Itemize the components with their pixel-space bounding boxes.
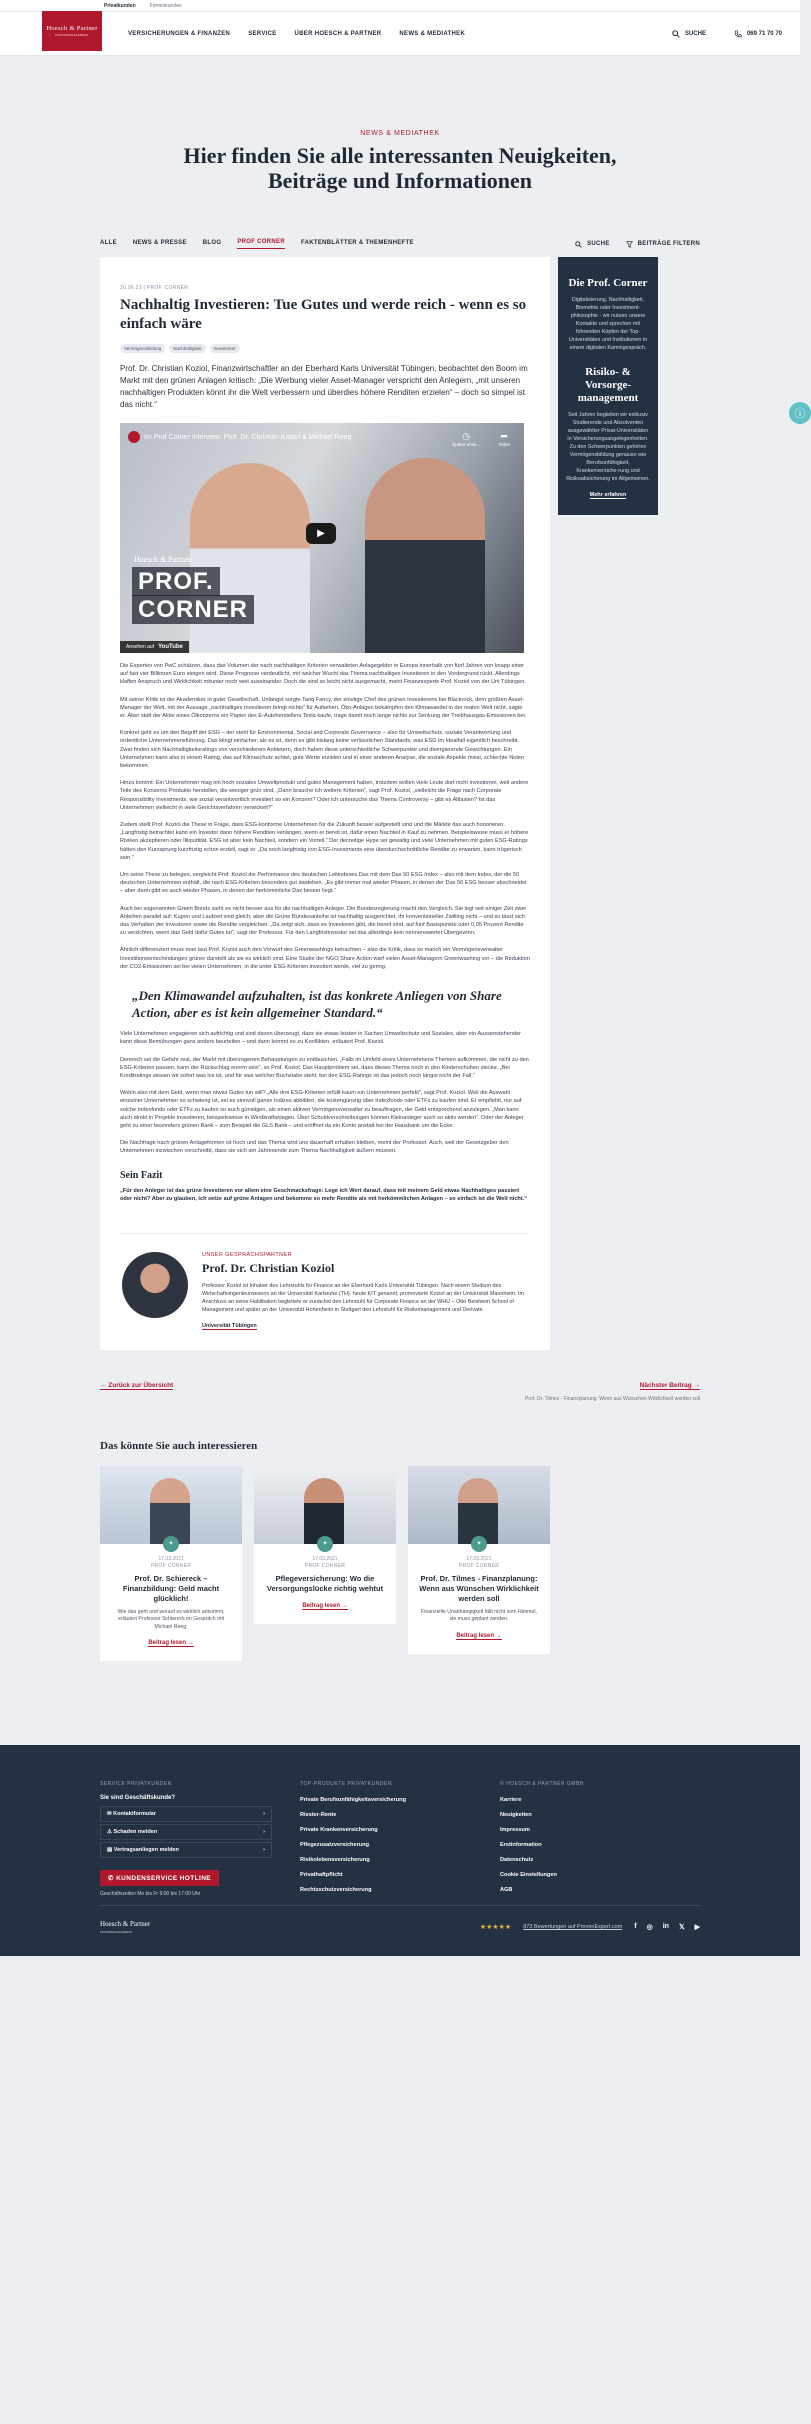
service-label: Vertragsanliegen melden — [113, 1847, 179, 1854]
conclusion-text: „Für den Anleger ist das grüne Investieren vor allem eine Geschmacksfrage: Lege ich Wert darauf, dass mit meinem Geld etwas Nachhaltiges passiert oder nicht? Aber zu glauben, ich setze auf grüne Anlagen und bekomme so mehr Rendite als mit herkömmlichen Anlagen – so einfach ist die Welt nicht.“ — [120, 1187, 528, 1202]
footer-bottom — [100, 1905, 700, 1934]
filter-posts-label: BEITRÄGE FILTERN — [637, 241, 700, 247]
card-title: Prof. Dr. Tilmes - Finanzplanung: Wenn aus Wünschen Wirklichkeit werden soll — [419, 1573, 539, 1603]
tab-firmenkunden[interactable]: Firmenkunden — [149, 2, 182, 9]
search-label: SUCHE — [684, 30, 706, 37]
rating-link[interactable]: 873 Bewertungen auf ProvenExpert.com — [523, 1924, 623, 1931]
video-player[interactable] — [120, 423, 524, 653]
footer-company-column — [500, 1781, 700, 1898]
footer-link[interactable]: Neuigkeiten — [500, 1812, 532, 1819]
sidebar-more-link[interactable]: Mehr erfahren — [589, 492, 627, 498]
watch-on-youtube[interactable] — [120, 641, 189, 653]
paragraph: Die Experten von PwC schätzen, dass das Volumen der nach nachhaltigen Kriterien verwalteten Anlagegelder in Europa innerhalb von fünf Jahren von knapp einer auf fast vier Billionen Euro steigen wird. Diese Prognose verdeutlicht, mit welcher Wucht das Thema nachhaltiges Investieren in den Vordergrund rückt. Allerdings klaffen Anspruch und Wirklichkeit mitunter noch weit auseinander. Doch die sind so leicht nicht ausgemacht, meint Finanzexperte Prof. Koziol von der Uni Tübingen. — [120, 663, 526, 686]
card-category: PROF CORNER — [150, 1562, 192, 1569]
article — [100, 257, 550, 1350]
youtube-logo: YouTube — [158, 644, 183, 650]
video-title-bar — [128, 431, 351, 443]
site-header — [0, 12, 800, 56]
footer-link[interactable]: AGB — [500, 1887, 513, 1894]
card-category: PROF CORNER — [458, 1562, 500, 1569]
expert-avatar — [122, 1252, 188, 1318]
paragraph: Auch bei sogenannten Green Bonds sieht es nicht besser aus für die nachhaltigen Anleger. Die Bundesregierung macht den Vergleich. Sie legt seit einiger Zeit zwei Anleihen parallel auf: Kupon und Laufzeit sind gleich, aber die Grüne Bundesanleihe ist nachhaltig ausgerichtet, ihr konventioneller Zwilling nicht – und so lässt sich das Verhalten der Investoren sowie die Rendite vergleichen. „Da zeigt sich, dass es Investoren gibt, die bereit sind, auf fünf Basispunkte oder 0,05 Prozent Rendite zu verzichten, wenn das Geld dafür Gutes tut“, sagt der Professor. Für den Langfristinvestor sei das allerdings kein nennenswerter Übergewinn. — [120, 905, 526, 937]
prof-corner-sidebar — [558, 257, 658, 515]
expert-bio: Professor Koziol ist Inhaber des Lehrstuhls für Finance an der Eberhard Karls Universität Tübingen. Nach einem Studium des Wirtschaftsingenieurwesens an der Universität Karlsruhe (TH), heute KIT genannt, promovierte Koziol an der Universität Mannheim. Im Anschluss an seine Habilitation begleitete er zunächst den Lehrstuhl für Corporate Finance an der WHU – Otto Beisheim School of Management und später an der Universität Hohenheim in Stuttgart den Lehrstuhl für Risikomanagement und Derivate. — [202, 1282, 524, 1313]
share-label: Teilen — [498, 442, 510, 447]
related-title: Das könnte Sie auch interessieren — [100, 1439, 258, 1452]
paragraph: Die Nachfrage nach grünen Anlageformen ist hoch und das Thema wird uns dauerhaft erhalten bleiben, meint der Professor. Auch, weil der Gesetzgeber den Unternehmen inzwischen vorschreibt, dass sie sich am Jahresende zum Thema Nachhaltigkeit äußern müssen. — [120, 1140, 509, 1155]
next-post-link[interactable]: Nächster Beitrag → — [639, 1381, 700, 1389]
prof-corner-icon: ✦ — [471, 1536, 487, 1552]
header-search-button[interactable] — [672, 30, 706, 38]
paragraph: Viele Unternehmen engagieren sich aufrichtig und sind davon überzeugt, dass sie etwas leisten in Sachen Umweltschutz und Soziales, aber ein Aussenstehender kann diese Bemühungen ganz anders beurteilen – und dann kommt es zu Konflikten, erläutert Prof. Koziol. — [120, 1031, 522, 1046]
footer-link[interactable]: Pflegezusatzversicherung — [300, 1842, 370, 1849]
footer-link[interactable]: Privathaftpflicht — [300, 1872, 343, 1879]
conclusion-heading: Sein Fazit — [120, 1169, 163, 1181]
main-content — [100, 257, 800, 1350]
footer-logo-text: Hoesch & Partner — [100, 1920, 151, 1929]
footer-link[interactable]: Datenschutz — [500, 1857, 534, 1864]
business-hours: Geschäftszeiten Mo bis Fr 9:00 bis 17:00 Uhr — [100, 1891, 201, 1898]
channel-avatar[interactable] — [128, 431, 140, 443]
back-to-overview-link[interactable]: ← Zurück zur Übersicht — [100, 1381, 174, 1389]
expert-name: Prof. Dr. Christian Koziol — [202, 1260, 335, 1275]
video-person-left — [190, 463, 310, 653]
related-card[interactable] — [100, 1466, 242, 1662]
related-posts — [100, 1440, 700, 1662]
prof-corner-icon: ✦ — [317, 1536, 333, 1552]
paragraph: Wohin also mit dem Geld, wenn man etwas Gutes tun will? „Alle drei ESG-Kriterien erfüllt kaum ein Unternehmen perfekt“, sagt Prof. Koziol. Weil die Auswahl einzelner Unternehmen so schwierig ist, sei es sinnvoll ganze Indizes abbilden, die kostengünstig über Indexfonds oder ETFs zu kaufen sind. Er empfiehlt, nur auf solche Indexfonds oder ETFs zu kaufen so auch günstigen, als einen aktiven Vermögensverwalter zu beauftragen, der Geld entsprechend anzulegen. „Man kann auch direkt in Projekte investieren, beispielsweise in Windkraftanlagen. Über Schuldverschreibungen können Kleinanleger auch so aktiv werden“. Oder der Anleger geht zu einer besonders grünen Bank – zum Beispiel die GLS Bank – und eröffnet da ein Konto anstatt bei der Hausbank um die Ecke. — [120, 1090, 524, 1129]
hotline-button[interactable] — [100, 1870, 219, 1886]
sidebar-title-risk: Risiko- & Vorsorge-management — [577, 366, 639, 404]
play-button[interactable] — [306, 523, 336, 544]
footer-col-title: © HOESCH & PARTNER GMBH — [500, 1781, 584, 1788]
tag[interactable]: Vermögensbildung — [120, 344, 165, 353]
filter-alle[interactable]: ALLE — [100, 239, 117, 246]
nav-ueber-uns[interactable]: ÜBER HOESCH & PARTNER — [294, 30, 382, 37]
sidebar-title-prof-corner: Die Prof. Corner — [568, 277, 648, 289]
rating-stars: ★★★★★ — [479, 1924, 512, 1932]
footer-link[interactable]: Erstinformation — [500, 1842, 542, 1849]
paragraph: Konkret geht es um den Begriff der ESG – der steht für Environmental, Social and Corporate Governance – also für Umweltschutz, soziale Verantwortung und ordentliche Unternehmensführung. Das klingt einfacher, als es ist, denn es gibt bislang keine verlässlichen Standards, was ESG im Idealfall eigentlich beschreibt. Zwar finden sich Nachhaltigkeitsratings von verschiedenen Anbietern, doch haben diese unterschiedliche Schwerpunkte und divergierende Gewichtungen. Ein Unternehmen kann also in einem Rating, das auf Klimaschutz achtet, gute Werte erzielen und in einer anderen Analyse, die soziale Aspekte misst, schlechte Noten bekommen. — [120, 730, 525, 770]
video-corner-label: CORNER — [132, 595, 254, 624]
card-category: PROF CORNER — [304, 1562, 346, 1569]
filter-search-label: SUCHE — [587, 241, 610, 247]
watch-later-button[interactable] — [452, 431, 480, 447]
document-icon: ▤ — [107, 1847, 114, 1854]
chevron-right-icon: › — [263, 1811, 265, 1818]
card-title: Pflegeversicherung: Wo die Versorgungslücke richtig wehtut — [266, 1573, 384, 1593]
watch-on-label: Ansehen auf — [126, 644, 155, 650]
mail-icon: ✉ — [107, 1811, 114, 1818]
filter-posts-button[interactable] — [626, 241, 700, 248]
search-icon — [672, 30, 680, 38]
expert-university-link[interactable]: Universität Tübingen — [202, 1322, 257, 1329]
footer-link[interactable]: Riester-Rente — [300, 1812, 337, 1819]
sidebar-text-prof-corner: Digitalisierung, Nachhaltigkeit, Biometrie oder Investment-philosophie - wir nutzen unsere Kontakte und sprechen mit führenden Köpfen der Top-Universitäten und Institutionen in einem digitalen Kamingespräch. — [568, 297, 648, 351]
article-pager — [100, 1374, 700, 1402]
chevron-right-icon: › — [263, 1829, 265, 1836]
footer-link[interactable]: Rechtsschutzversicherung — [300, 1887, 372, 1894]
share-button[interactable] — [498, 431, 510, 447]
page-title — [0, 143, 800, 193]
article-tags — [120, 344, 530, 353]
page-hero — [0, 56, 800, 193]
paragraph: Zudem stellt Prof. Koziol die These in Frage, dass ESG-konforme Unternehmen für die Zukunft besser aufgestellt sind und die Märkte das auch honorieren. „Langfristig betrachtet kann ein Investor dann höhere Renditen verlangen, wenn er bereit ist, dafür einen Nachteil in Kauf zu nehmen. Beispielsweise muss er höhere Risiken akzeptieren oder Illiquidität. ESG ist aber kein Nachteil, sondern ein Vorteil.“ Der derzeitige Hype sei gewaltig und viele Unternehmen mit guten ESG-Ratings hätten den Kurssprung kurzfristig schon erzielt, sagt er. „Da noch langfristig von ESG-Investments eine überdurchschnittliche Rendite zu erwarten, kann trügerisch sein.“ — [120, 822, 529, 861]
tag[interactable]: Nachhaltigkeit — [169, 344, 205, 353]
footer-link[interactable]: Private Krankenversicherung — [300, 1827, 378, 1834]
footer-link[interactable]: Karriere — [500, 1797, 522, 1804]
info-icon: ⓘ — [794, 408, 806, 420]
read-more-link[interactable]: Beitrag lesen → — [456, 1632, 502, 1639]
article-title: Nachhaltig Investieren: Tue Gutes und werde reich - wenn es so einfach wäre — [120, 297, 527, 332]
related-card[interactable] — [408, 1466, 550, 1654]
service-list — [100, 1806, 272, 1858]
social-links — [634, 1923, 700, 1931]
paragraph: Dennoch sei die Gefahr real, der Markt mit überzogenen Behauptungen zu enttäuschen. „Falls im Umfeld eines Unternehmens Themen aufkommen, die nicht zu den ESG-Kriterien passen, kann der Rückschlag enorm sein“, so Prof. Koziol. Das Hauptproblem sei, dass dieses Thema noch in den Kinderschuhen stecke. „Bei Kreditratings wissen wir sofort was los ist, und für was welcher Buchstabe steht, bei den ESG-Ratings ist das jedoch noch längst nicht der Fall.“ — [120, 1056, 529, 1079]
youtube-icon[interactable]: ▶ — [694, 1924, 700, 1932]
hotline-label: KUNDENSERVICE HOTLINE — [116, 1875, 212, 1883]
nav-versicherungen[interactable]: VERSICHERUNGEN & FINANZEN — [128, 30, 231, 37]
pull-quote: „Den Klimawandel aufzuhalten, ist das konkrete Anliegen von Share Action, aber es ist kein allgemeiner Standard.“ — [132, 988, 502, 1021]
main-nav — [128, 31, 465, 37]
info-float-button[interactable] — [789, 402, 811, 424]
footer-link[interactable]: Private Berufsunfähigkeitsversicherung — [300, 1797, 407, 1804]
sidebar-text-risk: Seit Jahren begleiten wir exklusiv Studierende und Absolventen ausgewählter Privat-Universitäten in Versicherungsangelegenheiten. Zu den Schwerpunkten gehören Vermögensbildung genauso wie Berufsunfähigkeit, Krankenversiche-rung und Risikoabsicherung im Allgemeinen. — [566, 412, 650, 482]
footer-link[interactable]: Risikolebensversicherung — [300, 1857, 370, 1864]
video-title[interactable]: Im Prof Corner Interview: Prof. Dr. Christian Koziol & Michael Reeg — [144, 433, 352, 441]
service-label: Kontaktformular — [113, 1811, 156, 1818]
card-image — [408, 1466, 550, 1544]
footer-col-title: TOP-PRODUKTE PRIVATKUNDEN — [300, 1781, 392, 1788]
paragraph: Um seine These zu belegen, vergleicht Prof. Koziol die Performance des deutschen Leitindexes Dax mit dem Dax 50 ESG Index – also mit dem Index, der die 50 deutschen Unternehmen enthält, die nach ESG-Kriterien besonders gut dastehen. „Es gibt immer mal wieder Phasen, in denen der Dax 50 ESG besser abschneidet – aber dann gibt es auch wieder Phasen, in denen der herkömmliche Dax besser liegt.“ — [120, 872, 527, 895]
card-date: 17.03.2021 — [312, 1555, 338, 1562]
service-label: Schaden melden — [113, 1829, 158, 1836]
footer-link[interactable]: Cookie Einstellungen — [500, 1872, 557, 1879]
x-twitter-icon[interactable]: 𝕏 — [678, 1924, 685, 1932]
facebook-icon[interactable]: f — [634, 1923, 637, 1931]
article-body — [120, 662, 530, 1203]
watch-later-label: Später anse... — [452, 442, 481, 447]
search-icon — [575, 241, 582, 248]
article-lead: Prof. Dr. Christian Koziol, Finanzwirtschaftler an der Eberhard Karls Universität Tübingen, beobachtet den Boom im Markt mit den grünen Anlagen kritisch: „Die Werbung vieler Asset-Manager verspricht den Anlegern, „mit unseren nachhaltigen Produkten könnt ihr die Welt verbessern und überdies höhere Renditen erzielen“ – doch so simpel ist das nicht.“ — [120, 364, 528, 409]
filter-prof-corner[interactable]: PROF CORNER — [237, 239, 285, 249]
video-brand: Hoesch & Partner — [134, 555, 192, 564]
nav-news[interactable]: NEWS & MEDIATHEK — [399, 30, 466, 37]
funnel-icon — [626, 241, 633, 248]
nav-service[interactable]: SERVICE — [248, 30, 277, 37]
instagram-icon[interactable]: ◎ — [646, 1924, 653, 1932]
footer-logo-subtext: FINANZMANAGEMENT — [100, 1930, 133, 1935]
card-excerpt: Wie das geht und worauf es wirklich ankommt, erläutert Professor Schiereck im Gespräch mit Michael Reeg. — [117, 1608, 225, 1630]
linkedin-icon[interactable]: in — [662, 1923, 669, 1931]
read-more-link[interactable]: Beitrag lesen → — [148, 1640, 194, 1647]
footer-col-title: SERVICE PRIVATKUNDEN — [100, 1781, 172, 1788]
article-meta: 20.06.21 | PROF. CORNER — [120, 285, 189, 291]
play-icon: ▶ — [317, 528, 325, 539]
chevron-right-icon: › — [263, 1847, 265, 1854]
footer-products-column — [300, 1781, 500, 1898]
related-card[interactable] — [254, 1466, 396, 1624]
card-excerpt: Finanzielle Unabhängigkeit fällt nicht vom Himmel, sie muss geplant werden. — [421, 1608, 537, 1623]
next-post-title: Prof. Dr. Tilmes - Finanzplanung: Wenn aus Wünschen Wirklichkeit werden soll — [525, 1395, 700, 1402]
service-contract-request[interactable] — [100, 1842, 272, 1858]
video-actions — [452, 431, 510, 447]
site-footer — [0, 1745, 800, 1956]
share-icon: ➦ — [500, 431, 508, 441]
category-filter-bar — [100, 237, 700, 251]
paragraph: Ähnlich differenziert muss man laut Prof. Koziol auch den Vorwurf des Greenwashings betrachten – also die Kritik, dass so manch ein Vermögensverwalter Investitionsentscheidungen grüner darstellt als sie es wirklich sind. Eine Studie der NGO Share Action warf vielen Asset-Managern Greenwashing vor – die Reduktion der CO2-Emissionen sei bei vielen Unternehmen, in die unter ESG-Kriterien investiert werde, viel zu gering. — [120, 947, 530, 970]
filter-faktenblaetter[interactable]: FAKTENBLÄTTER & THEMENHEFTE — [300, 239, 414, 246]
phone-icon: ✆ — [108, 1875, 117, 1883]
phone-number: 069 71 70 70 — [746, 30, 782, 37]
hero-kicker: NEWS & MEDIATHEK — [360, 130, 440, 137]
card-date: 17.03.2021 — [466, 1555, 492, 1562]
header-phone-link[interactable] — [734, 30, 782, 38]
expert-box — [120, 1233, 530, 1332]
card-title: Prof. Dr. Schiereck – Finanzbildung: Geld macht glücklich! — [122, 1573, 220, 1603]
card-date: 17.03.2021 — [158, 1555, 184, 1562]
service-contact-form[interactable] — [100, 1806, 272, 1822]
footer-logo[interactable] — [100, 1920, 150, 1934]
tab-privatkunden[interactable]: Privatkunden — [104, 2, 136, 9]
logo-text: Hoesch & Partner — [46, 24, 98, 32]
filter-news-presse[interactable]: NEWS & PRESSE — [132, 239, 187, 246]
footer-link[interactable]: Impressum — [500, 1827, 530, 1834]
logo[interactable] — [42, 11, 102, 51]
page-title-line2: Beiträge und Informationen — [268, 168, 532, 193]
video-prof-label: PROF. — [132, 567, 220, 596]
clock-icon: ◷ — [462, 431, 471, 441]
card-image — [254, 1466, 396, 1544]
filter-search-button[interactable] — [575, 241, 610, 248]
expert-kicker: UNSER GESPRÄCHSPARTNER — [202, 1251, 292, 1258]
filter-blog[interactable]: BLOG — [202, 239, 222, 246]
phone-icon — [734, 30, 742, 38]
page-title-line1: Hier finden Sie alle interessanten Neuigkeiten, — [183, 143, 617, 168]
business-customer-link[interactable]: Sie sind Geschäftskunde? — [100, 1795, 176, 1802]
warning-icon: ⚠ — [107, 1829, 114, 1836]
read-more-link[interactable]: Beitrag lesen → — [302, 1602, 348, 1609]
paragraph: Mit seiner Kritik ist der Akademiker in guter Gesellschaft. Unlängst sorgte Tariq Fancy, der einstige Chef des grünen Investierens bei Blackrock, dem größten Asset-Manager der Welt, mit der Aussage „nachhaltiges Investieren bringt nichts“ für Aufsehen. Öko-Anlagen bekämpfen den Klimawandel in der realen Welt nicht, sagte er. Aber statt der Aktie eines Ölkonzerns ein Papier des E-Autoherstellers Tesla kaufe, trage damit noch lange nichts zur Senkung der Treibhausgas-Emissionen bei. — [120, 696, 527, 720]
prof-corner-icon: ✦ — [163, 1536, 179, 1552]
tag[interactable]: Investment — [210, 344, 240, 353]
video-person-right — [365, 458, 485, 653]
audience-switch — [0, 0, 800, 12]
card-image — [100, 1466, 242, 1544]
service-report-claim[interactable] — [100, 1824, 272, 1840]
paragraph: Hinzu kommt: Ein Unternehmen mag ein hoch soziales Umweltprodukt und gutes Management haben, trotzdem wollen viele Leute dort nicht investieren, weil andere Teile des Konzerns Produkte herstellen, die weniger grün sind. „Dann brauche ich weitere Kriterien“, sagt Prof. Koziol, „vielleicht die Frage nach Corporate Responsibility Investments, wie sozial verantwortlich investiert so ein Konzern? Oder ich untersuche das Thema Controversy – gibt es Altlasten? Ist das Unternehmen vielleicht in viele Gerichtsverfahren verwickelt?“ — [120, 780, 529, 811]
footer-service-column — [100, 1781, 300, 1898]
logo-subtext: FINANZMANAGEMENT — [55, 33, 89, 37]
